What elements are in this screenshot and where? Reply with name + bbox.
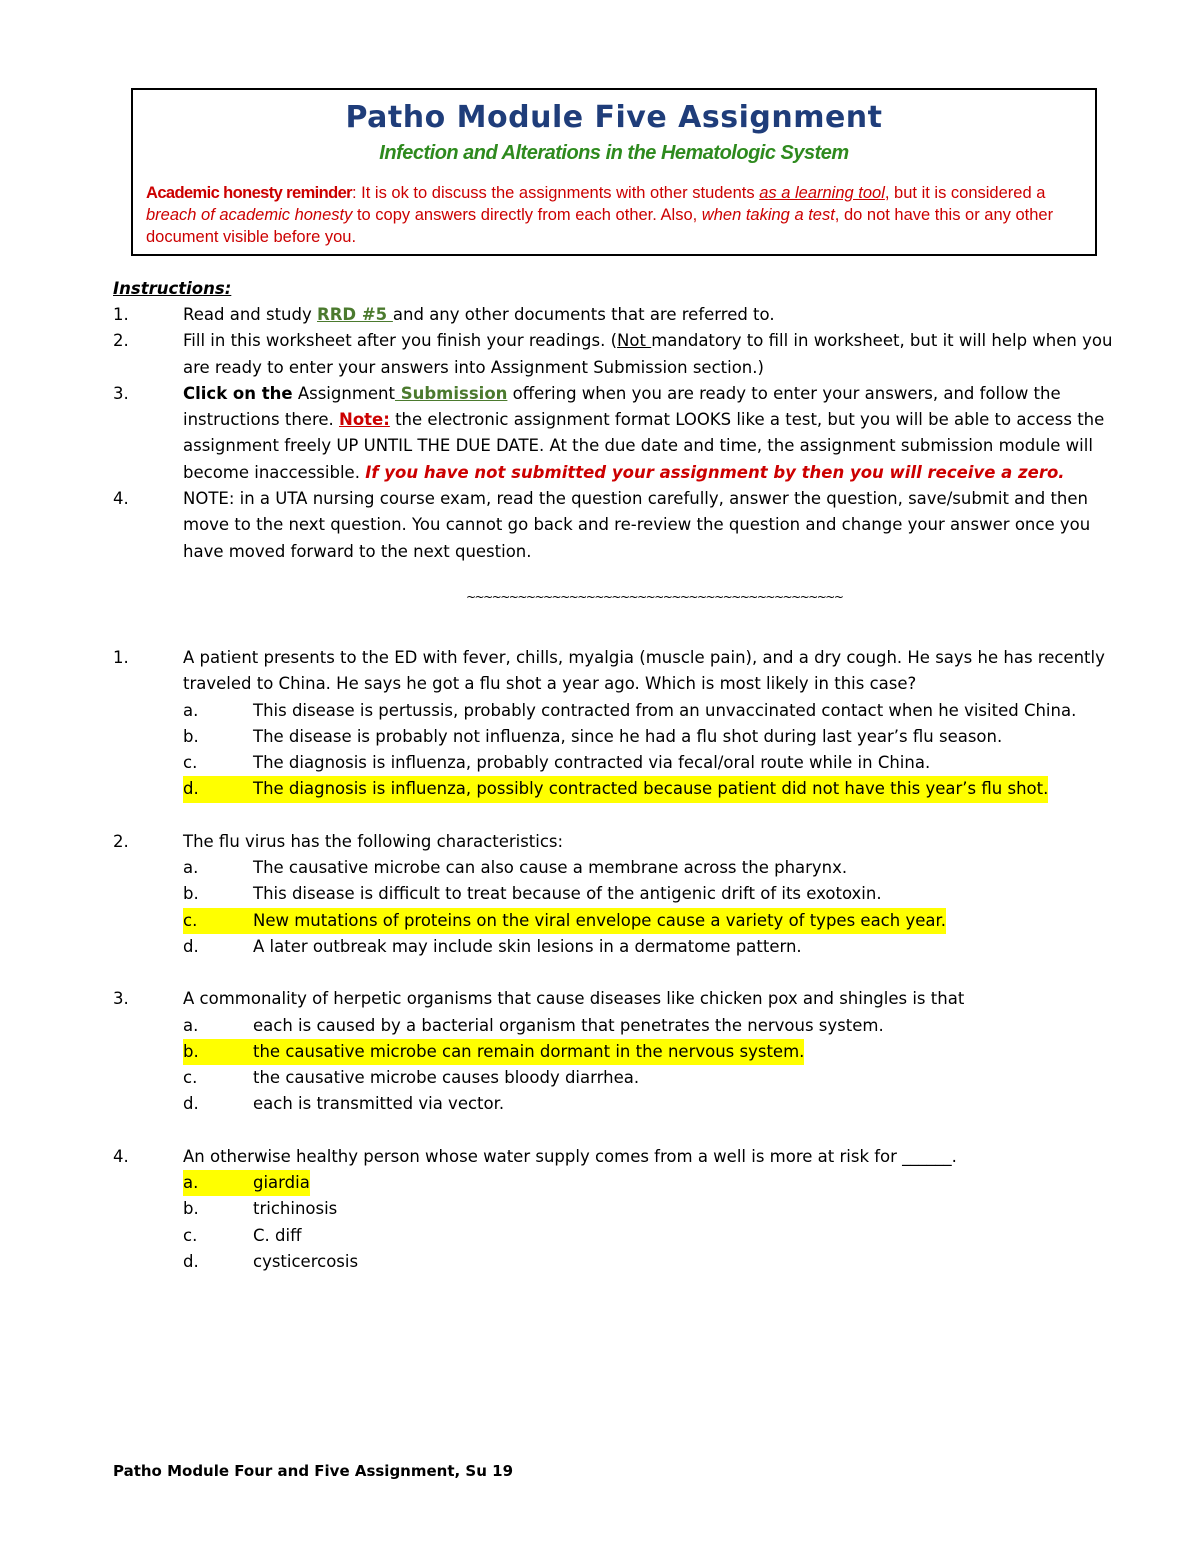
option-text: trichinosis	[253, 1199, 338, 1219]
option-letter: d.	[183, 936, 199, 956]
text-span: Click on the	[183, 383, 293, 403]
rrd-link[interactable]: RRD #5	[317, 305, 393, 324]
option-letter: c.	[183, 908, 253, 934]
answer-option-highlighted[interactable]	[183, 1039, 1113, 1065]
option-text: each is caused by a bacterial organism that penetrates the nervous system.	[253, 1015, 884, 1035]
option-letter: a.	[183, 1170, 253, 1196]
answer-option[interactable]	[113, 1196, 1113, 1222]
text-span: mandatory to fill in worksheet, but it will help when you are ready to enter your answers into Assignment Submission section.)	[183, 331, 1113, 377]
question-number: 1.	[113, 648, 129, 667]
answer-option[interactable]	[113, 750, 1113, 776]
instruction-number: 1.	[113, 305, 129, 324]
answer-option[interactable]	[113, 1091, 1113, 1117]
option-text: The diagnosis is influenza, probably contracted via fecal/oral route while in China.	[253, 753, 931, 773]
instruction-number: 2.	[113, 331, 129, 351]
instruction-number: 4.	[113, 489, 129, 509]
question	[113, 986, 1113, 1117]
answer-option[interactable]	[113, 698, 1113, 724]
option-letter: c.	[183, 1225, 198, 1245]
option-text: giardia	[253, 1170, 310, 1196]
option-letter: d.	[183, 1251, 199, 1271]
note-label: Note:	[339, 410, 390, 430]
option-letter: a.	[183, 700, 199, 720]
submission-link[interactable]: Submission	[394, 383, 508, 403]
reminder-emphasis: when taking a test	[701, 206, 835, 224]
option-text: each is transmitted via vector.	[253, 1094, 505, 1114]
questions-list	[113, 645, 1113, 1301]
text-span: offering when you are ready to enter your answers, and follow the instructions there.	[183, 383, 1061, 430]
zero-warning: If you have not submitted your assignment by then you will receive a zero.	[365, 462, 1065, 482]
text-span: Fill in this worksheet after you finish your readings. (	[183, 331, 618, 351]
answer-option[interactable]	[113, 724, 1113, 750]
question-stem	[113, 986, 1113, 1012]
option-text: The disease is probably not influenza, since he had a flu shot during last year’s flu season.	[253, 726, 1003, 746]
instructions-list	[113, 302, 1113, 565]
answer-option[interactable]	[113, 1223, 1113, 1249]
header-box	[131, 88, 1097, 256]
option-text: The diagnosis is influenza, possibly contracted because patient did not have this year’s flu shot.	[253, 776, 1048, 802]
page-subtitle: Infection and Alterations in the Hematologic System	[379, 142, 849, 164]
option-letter: b.	[183, 1199, 199, 1219]
option-text: the causative microbe causes bloody diarrhea.	[253, 1068, 640, 1088]
academic-honesty-reminder	[146, 182, 1065, 248]
reminder-text: to copy answers directly from each other. Also,	[352, 206, 702, 224]
option-text: cysticercosis	[253, 1251, 359, 1271]
question-number: 2.	[113, 831, 129, 851]
question	[113, 645, 1113, 803]
answer-option-highlighted[interactable]	[183, 908, 1113, 934]
option-letter: a.	[183, 858, 199, 878]
answer-option[interactable]	[113, 934, 1113, 960]
answer-option[interactable]	[113, 881, 1113, 907]
question	[113, 829, 1113, 960]
option-letter: c.	[183, 753, 198, 773]
reminder-text: : It is ok to discuss the assignments with other students	[352, 184, 760, 202]
question-text: The flu virus has the following characteristics:	[183, 831, 564, 851]
option-text: The causative microbe can also cause a membrane across the pharynx.	[253, 858, 848, 878]
answer-option-highlighted[interactable]	[183, 1170, 1113, 1196]
instruction-number: 3.	[113, 383, 129, 403]
question-text: An otherwise healthy person whose water supply comes from a well is more at risk for ______.	[183, 1146, 957, 1166]
instructions-heading: Instructions:	[113, 279, 232, 298]
instruction-text	[183, 328, 1113, 381]
page-title: Patho Module Five Assignment	[345, 100, 883, 135]
question-number: 4.	[113, 1146, 129, 1166]
question-text: A commonality of herpetic organisms that cause diseases like chicken pox and shingles is that	[183, 989, 965, 1009]
reminder-lead: Academic honesty reminder	[146, 184, 352, 202]
reminder-text: , but it is considered a	[884, 184, 1046, 202]
reminder-emphasis: as a learning tool	[759, 184, 885, 202]
question-number: 3.	[113, 989, 129, 1009]
question	[113, 1144, 1113, 1275]
option-letter: b.	[183, 1039, 253, 1065]
option-text: New mutations of proteins on the viral envelope cause a variety of types each year.	[253, 908, 946, 934]
instruction-text	[183, 302, 1113, 328]
reminder-text: , do not have this or any other document visible before you.	[146, 206, 1054, 246]
divider: ~~~~~~~~~~~~~~~~~~~~~~~~~~~~~~~~~~~~~~~~~~~~	[466, 590, 843, 604]
answer-option[interactable]	[113, 1249, 1113, 1275]
option-letter: b.	[183, 884, 199, 904]
answer-option-highlighted[interactable]	[183, 776, 1113, 802]
option-text: This disease is difficult to treat because of the antigenic drift of its exotoxin.	[253, 884, 882, 904]
text-span: and any other documents that are referred to.	[392, 305, 775, 324]
instruction-item	[113, 328, 1113, 381]
instruction-text	[183, 381, 1113, 486]
answer-option[interactable]	[113, 855, 1113, 881]
option-text: C. diff	[253, 1225, 302, 1245]
question-stem	[113, 1144, 1113, 1170]
text-span: Assignment	[292, 383, 395, 403]
page-footer: Patho Module Four and Five Assignment, Su 19	[113, 1462, 514, 1480]
instruction-item	[113, 486, 1113, 565]
question-stem	[113, 645, 1113, 698]
instruction-text: NOTE: in a UTA nursing course exam, read the question carefully, answer the question, save/submit and then move to the next question. You cannot go back and re-review the question and change your answer once you have moved forward to the next question.	[183, 489, 1091, 561]
answer-option[interactable]	[113, 1013, 1113, 1039]
option-letter: c.	[183, 1068, 198, 1088]
instruction-item	[113, 381, 1113, 486]
option-text: the causative microbe can remain dormant in the nervous system.	[253, 1039, 804, 1065]
option-letter: d.	[183, 776, 253, 802]
option-letter: d.	[183, 1094, 199, 1114]
instruction-item	[113, 302, 1113, 328]
option-letter: a.	[183, 1015, 199, 1035]
text-span: the electronic assignment format LOOKS like a test, but you will be able to access the assignment freely UP UNTIL THE DUE DATE. At the due date and time, the assignment submission module will become inaccessible.	[183, 410, 1105, 482]
text-span: Read and study	[183, 305, 317, 324]
option-text: This disease is pertussis, probably contracted from an unvaccinated contact when he visited China.	[253, 700, 1077, 720]
text-span: Not	[617, 331, 652, 351]
option-letter: b.	[183, 726, 199, 746]
reminder-emphasis: breach of academic honesty	[146, 206, 353, 224]
answer-option[interactable]	[113, 1065, 1113, 1091]
option-text: A later outbreak may include skin lesions in a dermatome pattern.	[253, 936, 802, 956]
question-stem	[113, 829, 1113, 855]
question-text: A patient presents to the ED with fever, chills, myalgia (muscle pain), and a dry cough. He says he has recently traveled to China. He says he got a flu shot a year ago. Which is most likely in this case?	[183, 648, 1105, 694]
